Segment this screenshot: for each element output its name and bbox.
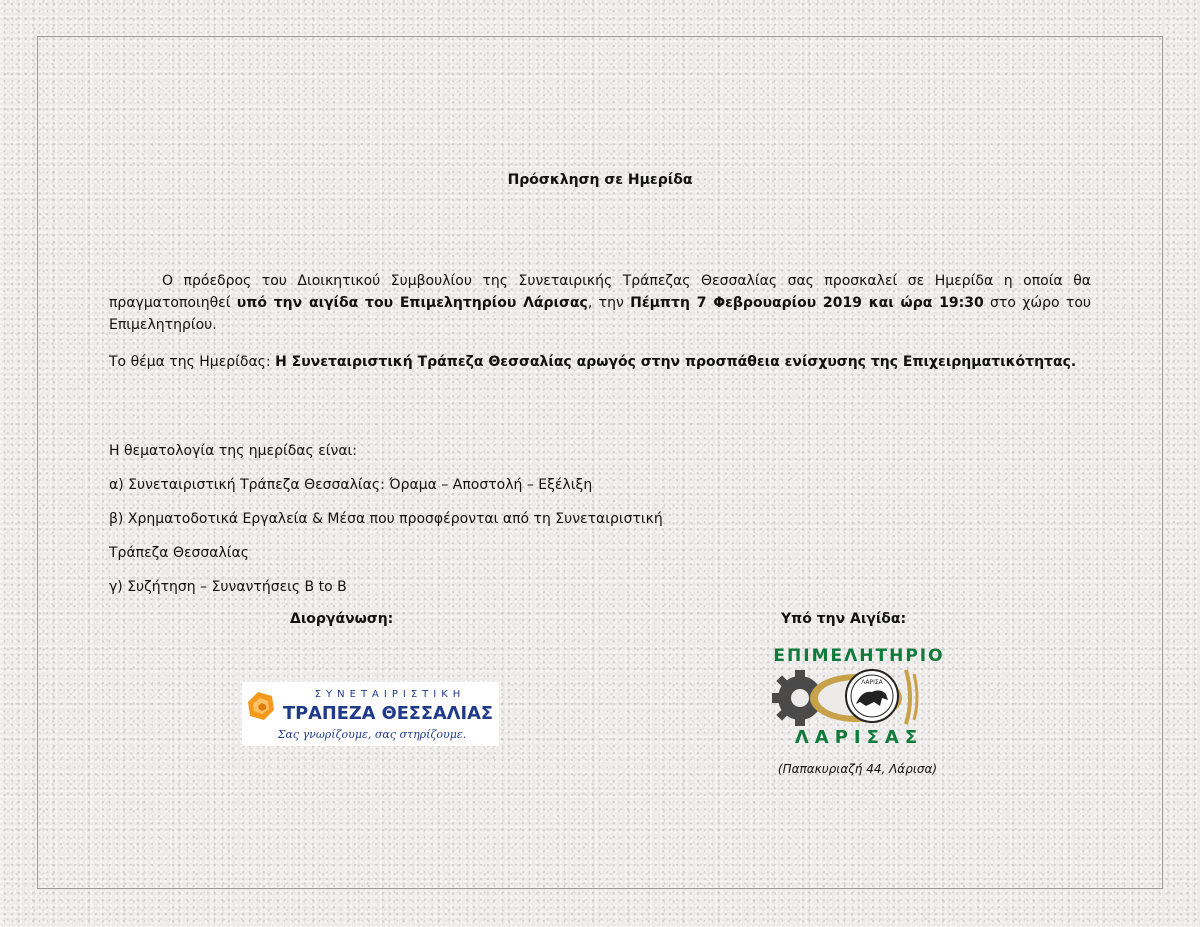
- bank-logo-main-text: ΤΡΑΠΕΖΑ ΘΕΣΣΑΛΙΑΣ: [283, 703, 493, 724]
- topic-item: α) Συνεταιριστική Τράπεζα Θεσσαλίας: Όραμα – Αποστολή – Εξέλιξη: [109, 477, 593, 493]
- bank-logo-slogan: Σας γνωρίζουμε, σας στηρίζουμε.: [277, 728, 467, 741]
- invitation-paragraph: [109, 270, 1091, 336]
- topic-item: β) Χρηματοδοτικά Εργαλεία & Μέσα που προσφέρονται από τη Συνεταιριστική: [109, 511, 663, 527]
- page-frame: [37, 36, 1163, 889]
- cooperative-bank-logo: [242, 682, 499, 746]
- paragraph-text: στο χώρο του Επιμελητηρίου.: [109, 295, 1091, 333]
- event-date: Πέμπτη 7 Φεβρουαρίου 2019 και ώρα 19:30: [630, 295, 984, 311]
- chamber-logo-graphic: [768, 640, 950, 750]
- horse-seal-icon: [846, 670, 898, 722]
- patronage-phrase: υπό την αιγίδα του Επιμελητηρίου Λάρισας: [236, 295, 588, 311]
- topic-item: Τράπεζα Θεσσαλίας: [109, 545, 249, 561]
- chamber-address: (Παπακυριαζή 44, Λάρισα): [777, 762, 938, 776]
- wheat-icon: [906, 670, 917, 724]
- bank-emblem-icon: [248, 692, 274, 720]
- bank-logo-graphic: [242, 682, 499, 746]
- organizer-heading: Διοργάνωση:: [290, 611, 394, 627]
- chamber-logo-top-text: ΕΠΙΜΕΛΗΤΗΡΙΟ: [773, 646, 945, 666]
- paragraph-text: , την: [587, 295, 631, 311]
- patron-heading: Υπό την Αιγίδα:: [781, 611, 907, 627]
- theme-title: Η Συνεταιριστική Τράπεζα Θεσσαλίας αρωγός στην προσπάθεια ενίσχυσης της Επιχειρηματικότητας.: [275, 354, 1077, 370]
- chamber-of-larissa-logo: [768, 640, 950, 750]
- topics-intro: Η θεματολογία της ημερίδας είναι:: [109, 443, 358, 459]
- paragraph-text: Ο πρόεδρος του Διοικητικού Συμβουλίου της Συνεταιρικής Τράπεζας Θεσσαλίας σας προσκαλεί σε Ημερίδα η οποία θα πραγματοποιηθεί: [109, 273, 1091, 311]
- theme-label: Το θέμα της Ημερίδας:: [109, 354, 276, 370]
- bank-logo-top-text: ΣΥΝΕΤΑΙΡΙΣΤΙΚΗ: [314, 689, 466, 700]
- chamber-logo-bottom-text: ΛΑΡΙΣΑΣ: [794, 727, 924, 748]
- topic-item: γ) Συζήτηση – Συναντήσεις B to B: [109, 579, 347, 595]
- invitation-title: Πρόσκληση σε Ημερίδα: [507, 172, 693, 188]
- seal-lettering: ΛΑΡΙΣΑ: [861, 679, 883, 686]
- theme-paragraph: [109, 351, 1091, 373]
